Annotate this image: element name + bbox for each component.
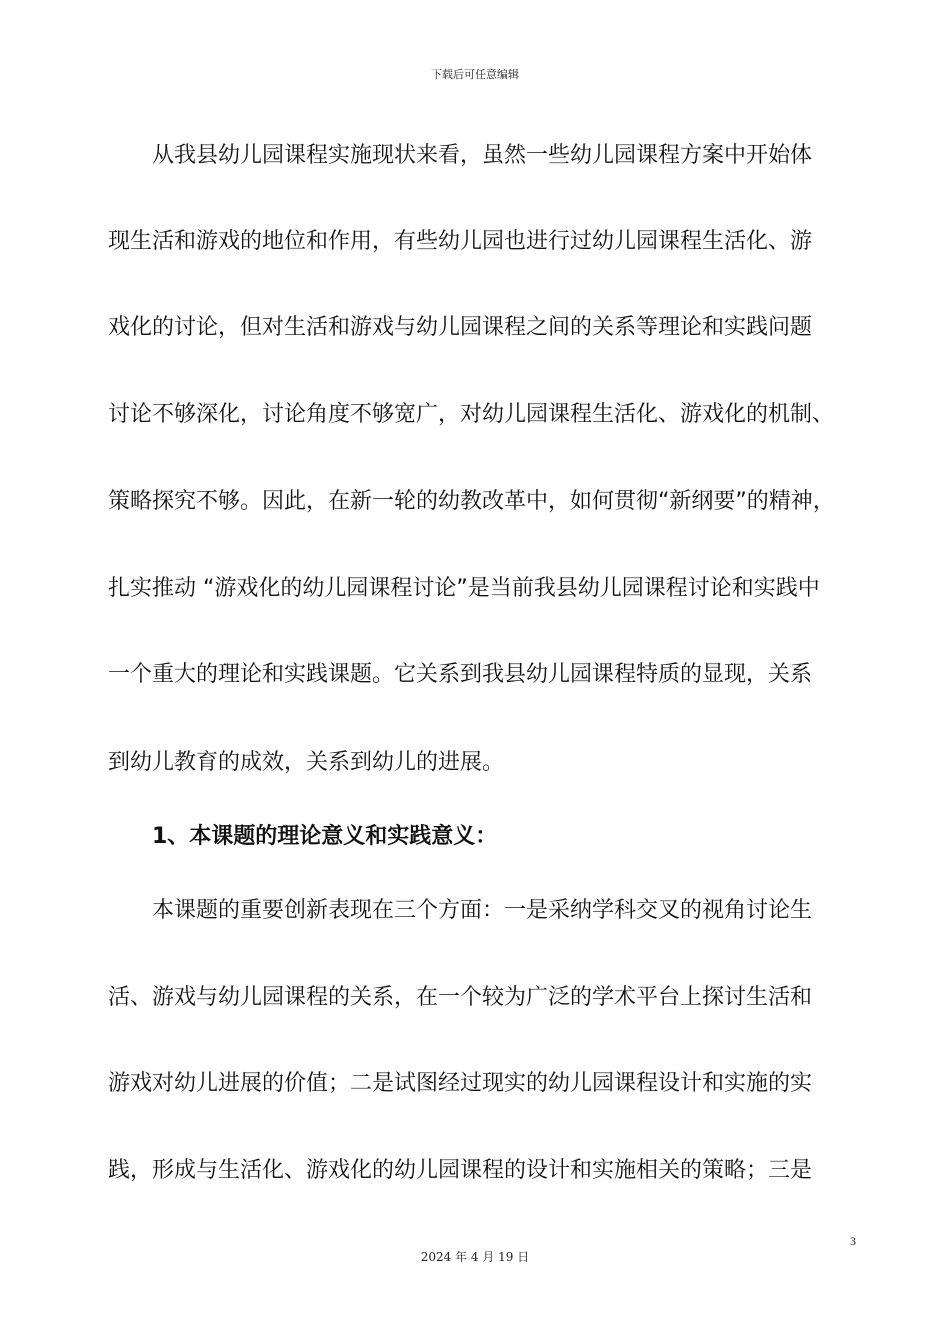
section-heading: 1、本课题的理论意义和实践意义： — [152, 824, 498, 849]
page-number: 3 — [850, 1234, 856, 1248]
paragraph-line: 活、游戏与幼儿园课程的关系，在一个较为广泛的学术平台上探讨生活和 — [108, 985, 813, 1010]
paragraph-line: 策略探究不够。因此，在新一轮的幼教改革中，如何贯彻“新纲要”的精神， — [108, 489, 835, 514]
paragraph-line: 本课题的重要创新表现在三个方面：一是采纳学科交叉的视角讨论生 — [152, 898, 813, 923]
paragraph-line: 一个重大的理论和实践课题。它关系到我县幼儿园课程特质的显现，关系 — [108, 662, 813, 687]
page-date: 2024 年 4 月 19 日 — [420, 1250, 530, 1264]
paragraph-line: 讨论不够深化，讨论角度不够宽广，对幼儿园课程生活化、游戏化的机制、 — [108, 402, 835, 427]
page-header: 下载后可任意编辑 — [431, 68, 519, 81]
paragraph-line: 现生活和游戏的地位和作用，有些幼儿园也进行过幼儿园课程生活化、游 — [108, 229, 813, 254]
paragraph-line: 戏化的讨论，但对生活和游戏与幼儿园课程之间的关系等理论和实践问题 — [108, 315, 813, 340]
paragraph-line: 践，形成与生活化、游戏化的幼儿园课程的设计和实施相关的策略；三是 — [108, 1158, 813, 1183]
paragraph-line: 从我县幼儿园课程实施现状来看，虽然一些幼儿园课程方案中开始体 — [152, 143, 813, 168]
paragraph-line: 游戏对幼儿进展的价值；二是试图经过现实的幼儿园课程设计和实施的实 — [108, 1071, 813, 1096]
paragraph-line: 到幼儿教育的成效，关系到幼儿的进展。 — [108, 750, 505, 775]
paragraph-line: 扎实推动 “游戏化的幼儿园课程讨论”是当前我县幼儿园课程讨论和实践中 — [108, 576, 820, 601]
